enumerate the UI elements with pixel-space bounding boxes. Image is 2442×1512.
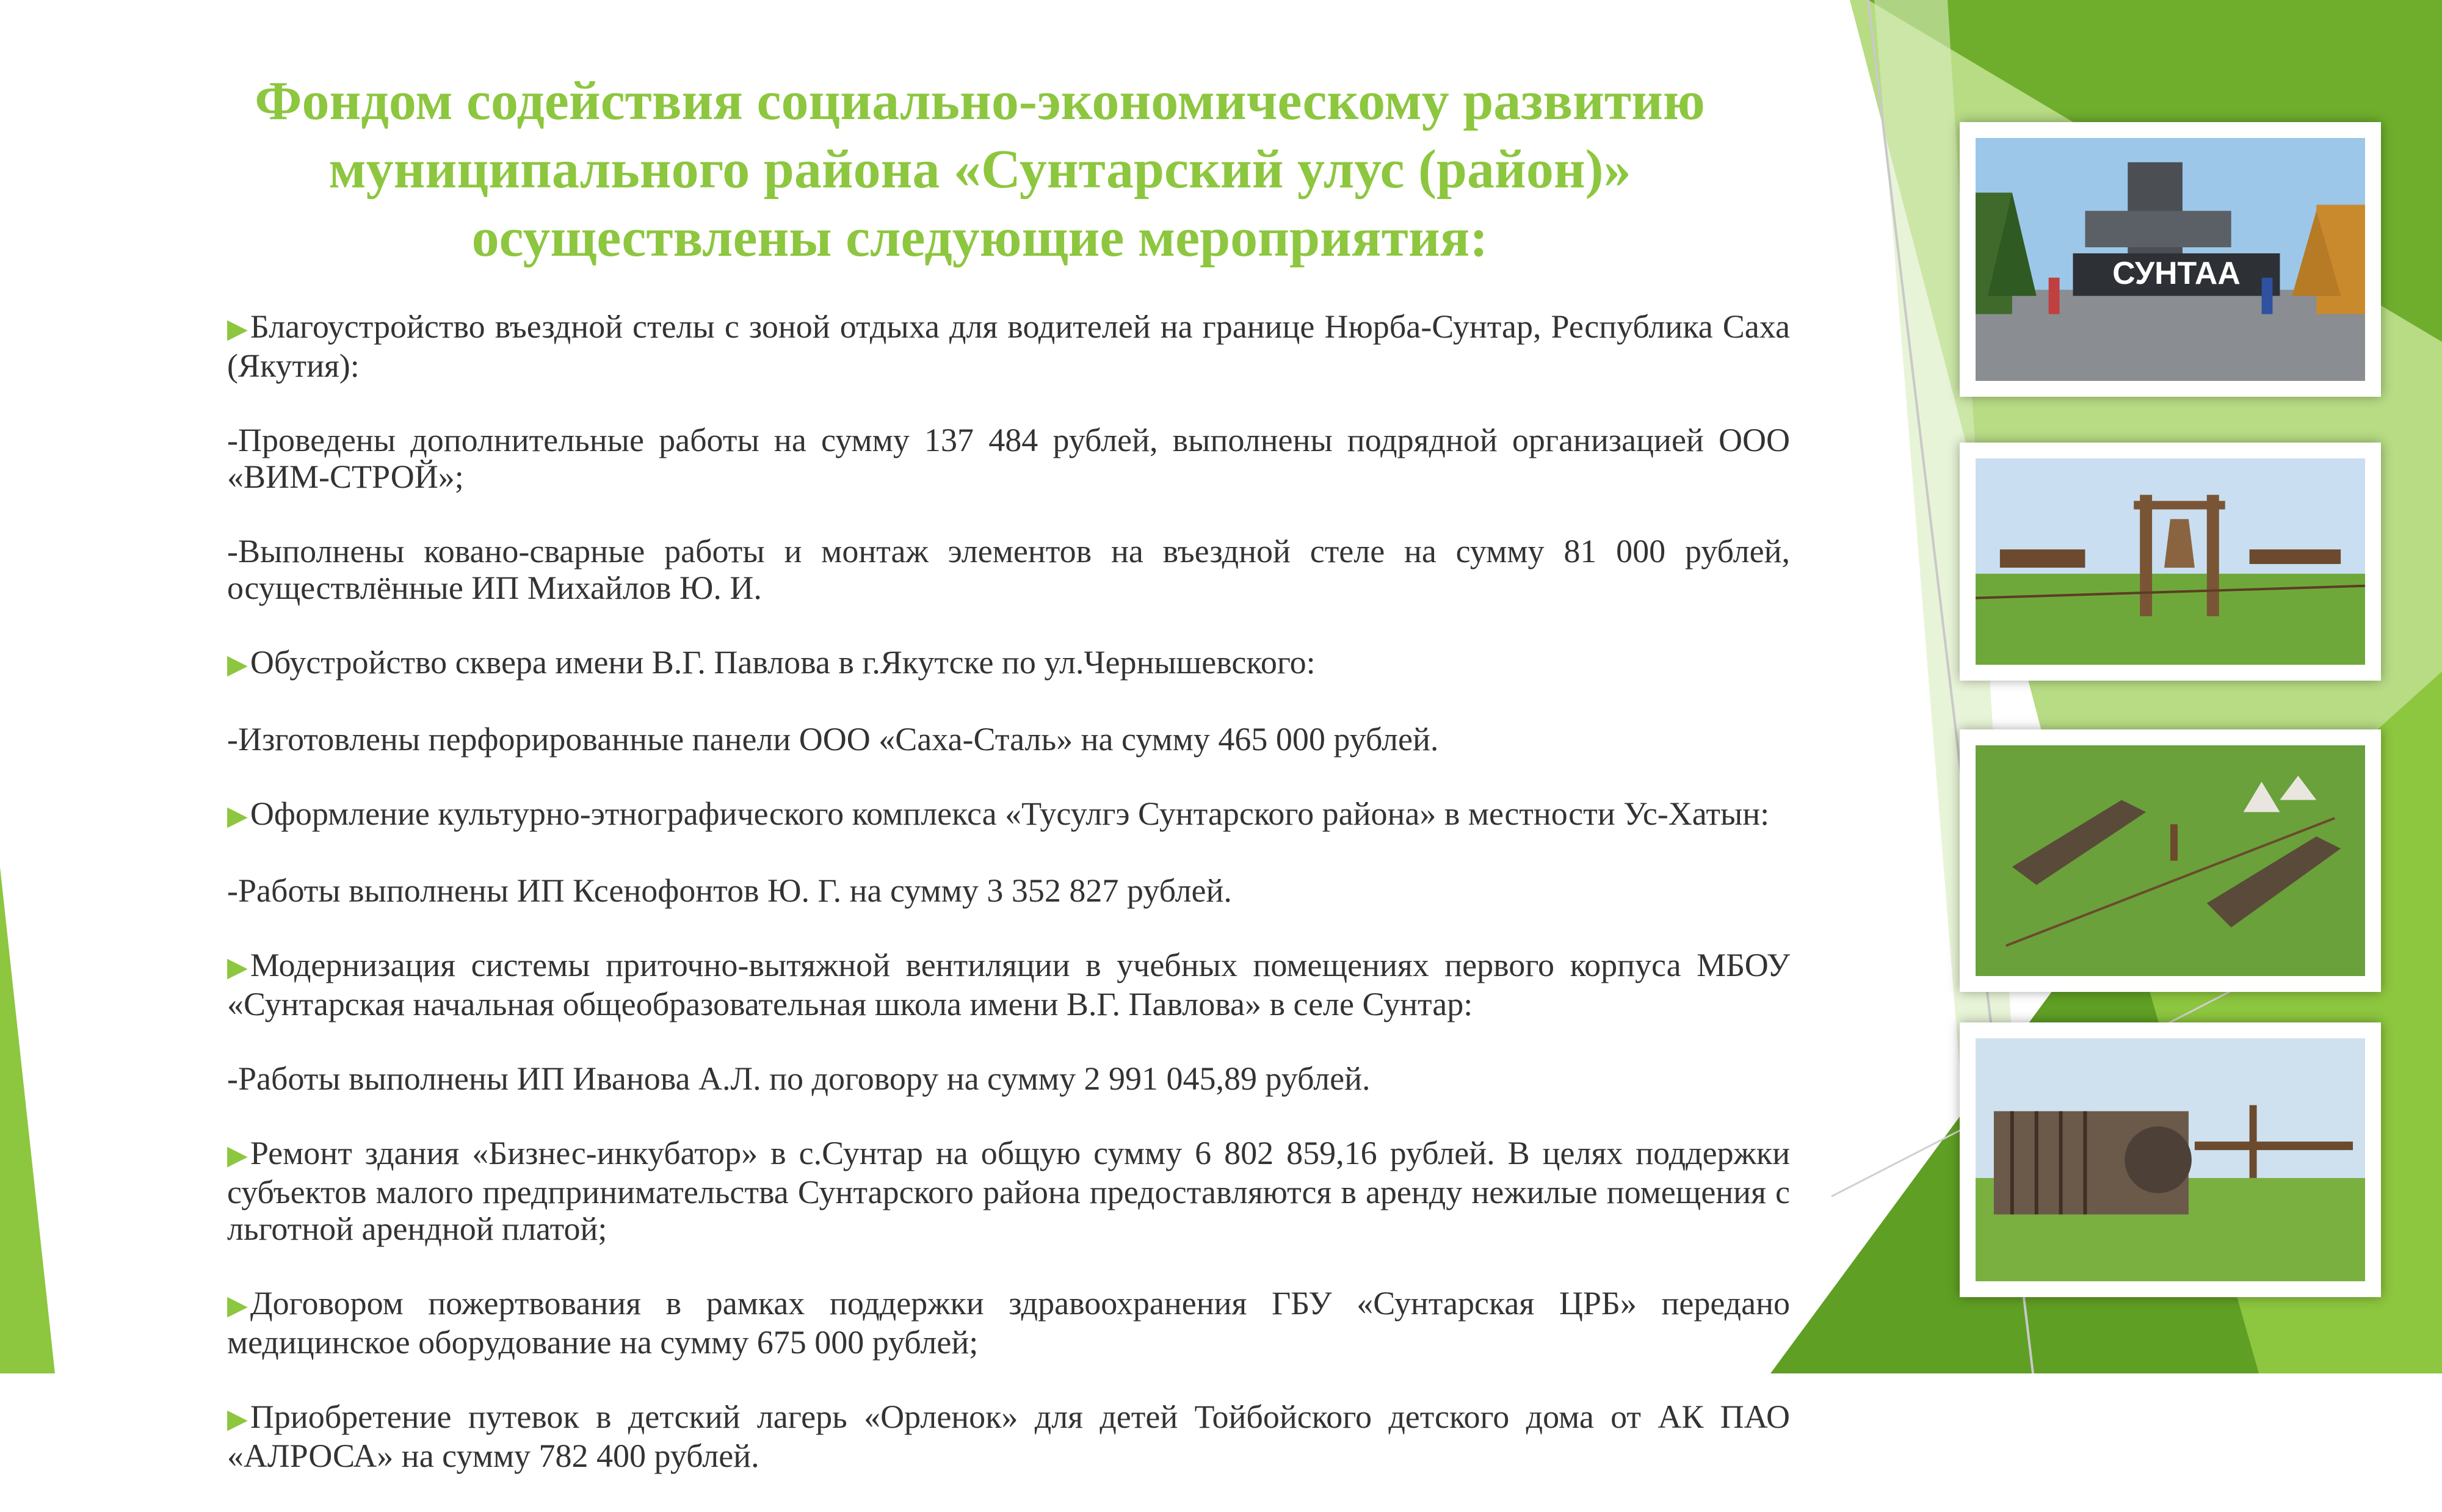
paragraph-text: -Выполнены ковано-сварные работы и монтаж элементов на въездной стеле на сумму 81 000 рублей, осуществлённые ИП Михайлов Ю. И.: [227, 533, 1790, 606]
title-line: муниципального района «Сунтарский улус (район)»: [328, 139, 1631, 200]
paragraph-text: Благоустройство въездной стелы с зоной отдыха для водителей на границе Нюрба-Сунтар, Республика Саха (Якутия):: [227, 308, 1790, 384]
bullet-paragraph: [227, 947, 1790, 1022]
paragraph-text: Оформление культурно-этнографического комплекса «Тусулгэ Сунтарского района» в местности Ус-Хатын:: [250, 795, 1770, 832]
detail-paragraph: [227, 422, 1790, 495]
bullet-arrow-icon: ▶: [227, 649, 248, 679]
title-line: осуществлены следующие мероприятия:: [471, 208, 1488, 268]
detail-paragraph: [227, 533, 1790, 606]
bullet-paragraph: [227, 795, 1790, 834]
detail-paragraph: [227, 872, 1790, 909]
bullet-paragraph: [227, 308, 1790, 384]
bullet-paragraph: [227, 1135, 1790, 1247]
sign-text: СУНТАА: [2112, 255, 2241, 291]
ethno-complex-render: [1960, 729, 2381, 992]
stele-photo: [1960, 122, 2381, 397]
bullet-paragraph: [227, 1398, 1790, 1474]
left-green-triangle: [0, 867, 55, 1373]
slide-body: [227, 308, 1790, 1512]
pavilion-render: [1960, 1022, 2381, 1297]
bullet-arrow-icon: ▶: [227, 1290, 248, 1320]
paragraph-text: -Изготовлены перфорированные панели ООО «Саха-Сталь» на сумму 465 000 рублей.: [227, 721, 1439, 758]
paragraph-text: -Проведены дополнительные работы на сумму 137 484 рублей, выполнены подрядной организацией ООО «ВИМ-СТРОЙ»;: [227, 422, 1790, 495]
rest-area-render: [1960, 443, 2381, 681]
paragraph-text: -Работы выполнены ИП Ксенофонтов Ю. Г. на сумму 3 352 827 рублей.: [227, 872, 1232, 909]
bullet-arrow-icon: ▶: [227, 1140, 248, 1170]
paragraph-text: Модернизация системы приточно-вытяжной вентиляции в учебных помещениях первого корпуса МБОУ «Сунтарская начальная общеобразовательная школа имени В.Г. Павлова» в селе Сунтар:: [227, 947, 1790, 1022]
bullet-arrow-icon: ▶: [227, 1404, 248, 1434]
bullet-arrow-icon: ▶: [227, 952, 248, 982]
paragraph-text: Приобретение путевок в детский лагерь «Орленок» для детей Тойбойского детского дома от АК ПАО «АЛРОСА» на сумму 782 400 рублей.: [227, 1398, 1790, 1474]
bullet-paragraph: [227, 1285, 1790, 1361]
slide-title: [140, 67, 1819, 272]
title-line: Фондом содействия социально-экономическому развитию: [255, 71, 1705, 131]
bullet-arrow-icon: ▶: [227, 801, 248, 831]
bullet-paragraph: [227, 644, 1790, 683]
bullet-arrow-icon: ▶: [227, 314, 248, 344]
detail-paragraph: [227, 1060, 1790, 1097]
paragraph-text: -Работы выполнены ИП Иванова А.Л. по договору на сумму 2 991 045,89 рублей.: [227, 1060, 1371, 1097]
paragraph-text: Обустройство сквера имени В.Г. Павлова в г.Якутске по ул.Чернышевского:: [250, 644, 1316, 681]
detail-paragraph: [227, 721, 1790, 758]
paragraph-text: Ремонт здания «Бизнес-инкубатор» в с.Сунтар на общую сумму 6 802 859,16 рублей. В целях поддержки субъектов малого предпринимательства Сунтарского района предоставляются в аренду нежилые помещения с льготной арендной платой;: [227, 1135, 1790, 1247]
paragraph-text: Договором пожертвования в рамках поддержки здравоохранения ГБУ «Сунтарская ЦРБ» передано медицинское оборудование на сумму 675 000 рублей;: [227, 1285, 1790, 1361]
